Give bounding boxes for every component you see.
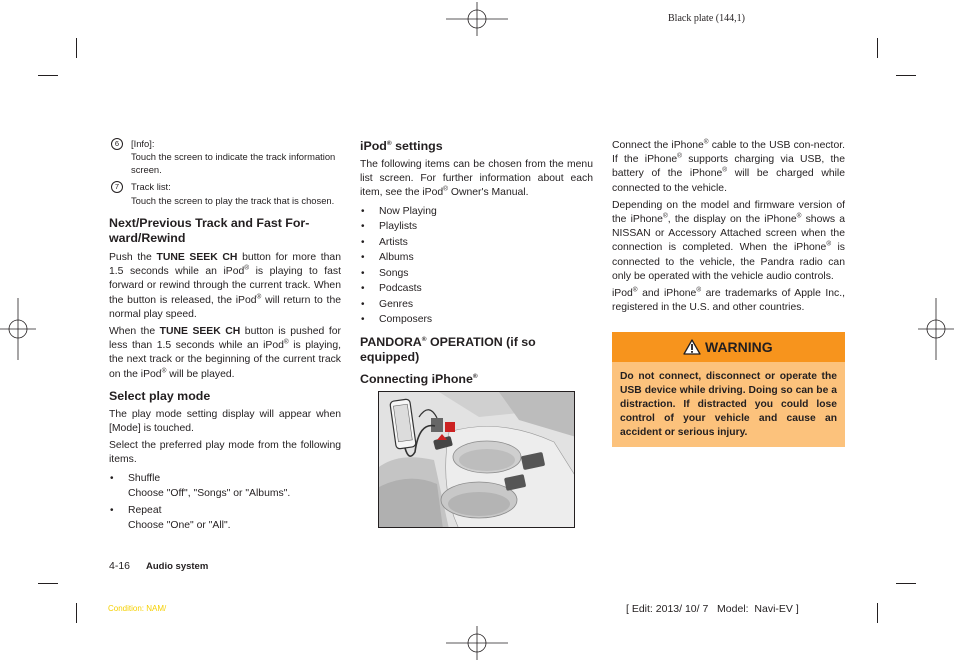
- play-mode-list: [109, 471, 341, 534]
- list-item: • Shuffle Choose "Off", "Songs" or "Albums".: [109, 471, 341, 502]
- list-item: • Repeat Choose "One" or "All".: [109, 503, 341, 534]
- next-prev-paragraph-1: Push the TUNE SEEK CH button for more than 1.5 seconds while an iPod® is playing to fast forward or rewind through the current track. When the button is released, the iPod® will return to the normal play speed.: [109, 252, 341, 320]
- play-mode-paragraph-1: The play mode setting display will appear when [Mode] is touched.: [109, 408, 341, 435]
- plate-label: Black plate (144,1): [668, 13, 745, 24]
- list-item: • Podcasts: [360, 281, 593, 297]
- page-number: 4-16: [109, 560, 131, 572]
- ipod-settings-list: [360, 204, 593, 328]
- list-item: • Genres: [360, 297, 593, 313]
- firmware-paragraph: Depending on the model and firmware version of the iPhone®, the display on the iPhone® shows a NISSAN or Accessory Attached screen when the connection is completed. When the iPhone® is connected to the vehicle, the Pandra radio can only be operated with the vehicle audio controls.: [612, 199, 846, 282]
- trademark-paragraph: iPod® and iPhone® are trademarks of Apple Inc., registered in the U.S. and other countries.: [612, 286, 845, 314]
- item-7-desc: Touch the screen to play the track that is chosen.: [131, 194, 335, 206]
- list-item: • Albums: [360, 250, 593, 266]
- play-mode-paragraph-2: Select the preferred play mode from the following items.: [109, 440, 341, 466]
- left-column: [109, 137, 341, 534]
- warning-title: WARNING: [705, 339, 773, 355]
- registration-target-bottom-icon: [446, 626, 508, 660]
- tune-seek-button-label: TUNE SEEK CH: [156, 252, 238, 264]
- item-7: [109, 180, 341, 207]
- list-item: • Playlists: [360, 219, 593, 235]
- tune-seek-button-label: TUNE SEEK CH: [159, 326, 241, 338]
- center-console-usb-image: [379, 392, 575, 528]
- list-item: • Artists: [360, 235, 593, 251]
- play-mode-heading: Select play mode: [109, 388, 211, 403]
- item-7-title: Track list:: [131, 180, 171, 192]
- list-item: • Now Playing: [360, 204, 593, 220]
- item-6: [109, 137, 341, 177]
- pandora-heading: PANDORA® OPERATION (if so equipped): [360, 334, 536, 364]
- right-column: [612, 139, 845, 315]
- warning-header: [612, 332, 845, 362]
- registration-target-right-icon: [918, 298, 954, 360]
- connect-paragraph: Connect the iPhone® cable to the USB con-nector. If the iPhone® supports charging via USB, the battery of the iPhone® will be charged while connected to the vehicle.: [612, 138, 846, 194]
- number-badge-6: 6: [111, 138, 123, 150]
- console-illustration: [378, 391, 575, 528]
- section-name: Audio system: [146, 561, 209, 572]
- warning-body: [612, 362, 845, 447]
- item-6-title: [Info]:: [131, 138, 155, 149]
- connecting-iphone-heading: Connecting iPhone®: [360, 371, 478, 386]
- ipod-settings-paragraph: The following items can be chosen from the menu list screen. For further information about each item, see the iPod® Owner's Manual.: [360, 159, 593, 199]
- warning-text: Do not connect, disconnect or operate the USB device while driving. Doing so can be a distraction. If distracted you could lose control of your vehicle and cause an accident or serious injury.: [620, 371, 837, 438]
- edit-model-label: [ Edit: 2013/ 10/ 7 Model: Navi-EV ]: [626, 603, 799, 615]
- middle-column: [360, 139, 593, 387]
- next-prev-paragraph-2: When the TUNE SEEK CH button is pushed for less than 1.5 seconds while an iPod® is playing, the next track or the beginning of the current track on the iPod® will be played.: [109, 326, 342, 380]
- registration-target-left-icon: [0, 298, 36, 360]
- condition-label: Condition: NAM/: [108, 604, 167, 613]
- ipod-settings-heading: iPod® settings: [360, 139, 443, 153]
- next-prev-heading: Next/Previous Track and Fast For-ward/Rewind: [109, 216, 310, 246]
- list-item: • Composers: [360, 312, 593, 328]
- number-badge-7: 7: [111, 181, 123, 193]
- item-6-desc: Touch the screen to indicate the track information screen.: [131, 151, 336, 176]
- list-item: • Songs: [360, 266, 593, 282]
- registration-target-top-icon: [446, 2, 508, 36]
- warning-triangle-icon: [683, 339, 701, 355]
